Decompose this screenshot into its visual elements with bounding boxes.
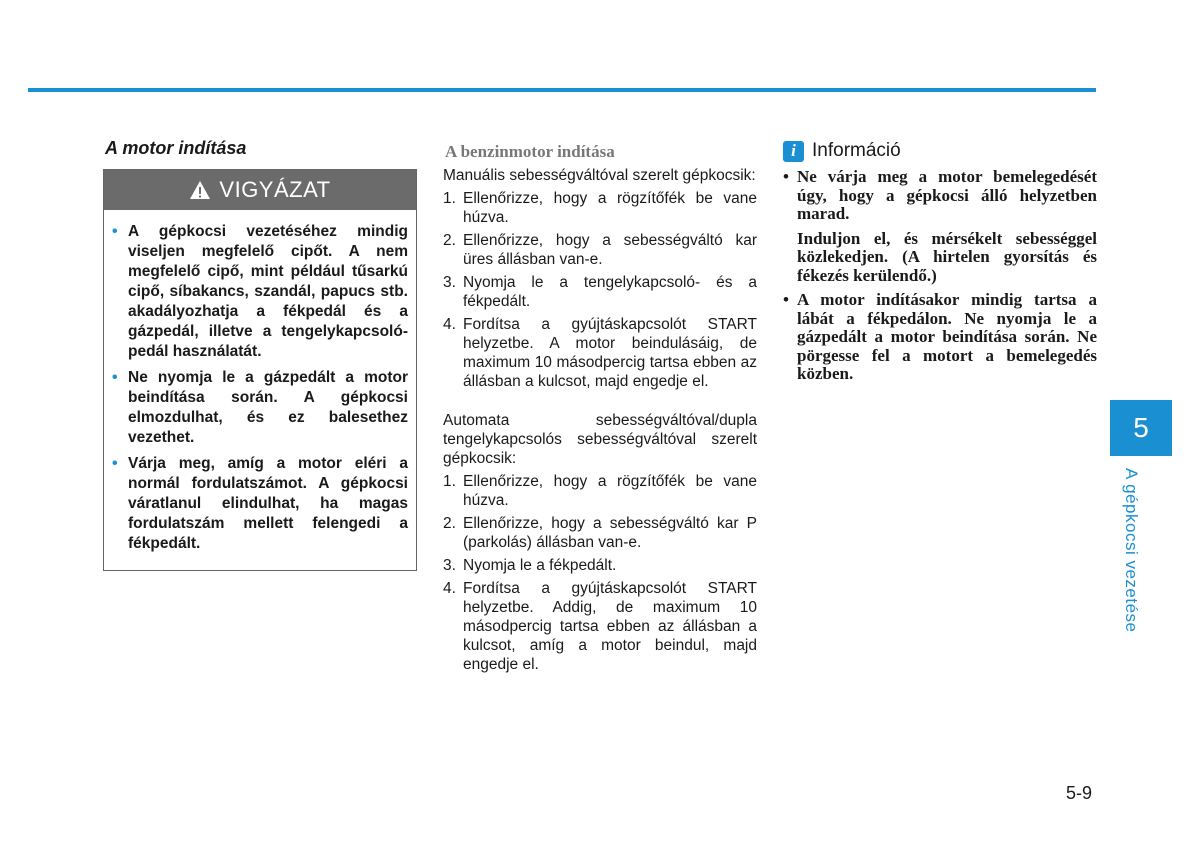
page-number: 5-9	[1066, 783, 1093, 803]
step-number: 1.	[443, 190, 456, 207]
chapter-number-tab: 5	[1110, 400, 1172, 456]
step-item	[443, 231, 757, 269]
auto-intro: Automata sebességváltóval/dupla tengelykapcsolós sebességváltóval szerelt gépkocsik:	[443, 412, 757, 467]
warning-list	[104, 210, 416, 570]
step-text: Fordítsa a gyújtáskapcsolót START helyzetbe. Addig, de maximum 10 másodpercig tartsa ebben az állásban a kulcsot, amíg a motor beindul, majd engedje el.	[463, 580, 757, 673]
info-item	[783, 168, 1097, 285]
step-text: Ellenőrizze, hogy a rögzítőfék be vane húzva.	[463, 190, 757, 226]
step-number: 3.	[443, 557, 456, 574]
warning-heading: VIGYÁZAT	[219, 177, 331, 202]
step-item	[443, 472, 757, 510]
chapter-title: A gépkocsi vezetése	[1122, 468, 1141, 633]
step-text: Fordítsa a gyújtáskapcsolót START helyzetbe. A motor beindulásáig, de maximum 10 másodpercig tartsa ebben az állásban a kulcsot, majd engedje el.	[463, 316, 757, 390]
info-item: • A motor indításakor mindig tartsa a lábát a fékpedálon. Ne nyomja le a gázpedált a motor beindítása során. Ne pörgesse fel a motort a bemelegedés közben.	[783, 291, 1097, 384]
warning-item: • Ne nyomja le a gázpedált a motor beindítása során. A gépkocsi elmozdulhat, és ez balesethez vezethet.	[112, 368, 408, 448]
auto-steps	[443, 472, 757, 674]
info-icon: i	[783, 141, 804, 162]
manual-steps	[443, 189, 757, 391]
warning-triangle-icon	[189, 180, 211, 200]
step-number: 4.	[443, 580, 456, 597]
step-text: Nyomja le a tengelykapcsoló- és a fékpedált.	[463, 274, 757, 310]
warning-item: • A gépkocsi vezetéséhez mindig viseljen megfelelő cipőt. A nem megfelelő cipő, mint például tűsarkú cipő, síbakancs, szandál, papucs stb. akadályozhatja a fékpedál és a gázpedál, illetve a tengelykapcsoló-pedál használatát.	[112, 222, 408, 362]
step-item	[443, 315, 757, 391]
step-text: Ellenőrizze, hogy a rögzítőfék be vane húzva.	[463, 473, 757, 509]
warning-box	[103, 169, 417, 571]
step-text: Ellenőrizze, hogy a sebességváltó kar üres állásban van-e.	[463, 232, 757, 268]
middle-column	[443, 142, 757, 678]
step-number: 2.	[443, 515, 456, 532]
step-text: Nyomja le a fékpedált.	[463, 557, 617, 574]
step-item	[443, 189, 757, 227]
warning-item: • Várja meg, amíg a motor eléri a normál fordulatszámot. A gépkocsi váratlanul elindulhat, ha magas fordulatszám mellett felengedi a fékpedált.	[112, 454, 408, 554]
info-list	[783, 168, 1097, 384]
step-number: 3.	[443, 274, 456, 291]
info-title: Információ	[812, 140, 901, 161]
step-item	[443, 514, 757, 552]
info-item-text: • Ne várja meg a motor bemelegedését úgy, hogy a gépkocsi álló helyzetben marad.	[797, 167, 1097, 223]
section-title: A motor indítása	[105, 138, 247, 158]
step-item	[443, 579, 757, 674]
warning-header	[104, 170, 416, 210]
spacer	[443, 395, 757, 411]
subsection-title: A benzinmotor indítása	[445, 142, 615, 161]
right-column	[783, 140, 1097, 390]
step-number: 2.	[443, 232, 456, 249]
step-item	[443, 556, 757, 575]
step-text: Ellenőrizze, hogy a sebességváltó kar P (parkolás) állásban van-e.	[463, 515, 757, 551]
top-rule	[28, 88, 1096, 92]
step-number: 1.	[443, 473, 456, 490]
step-number: 4.	[443, 316, 456, 333]
info-item-continuation: Induljon el, és mérsékelt sebességgel közlekedjen. (A hirtelen gyorsítás és fékezés kerülendő.)	[797, 228, 1097, 285]
info-header	[783, 140, 1097, 162]
left-column	[103, 138, 417, 571]
manual-intro: Manuális sebességváltóval szerelt gépkocsik:	[443, 167, 756, 184]
step-item	[443, 273, 757, 311]
